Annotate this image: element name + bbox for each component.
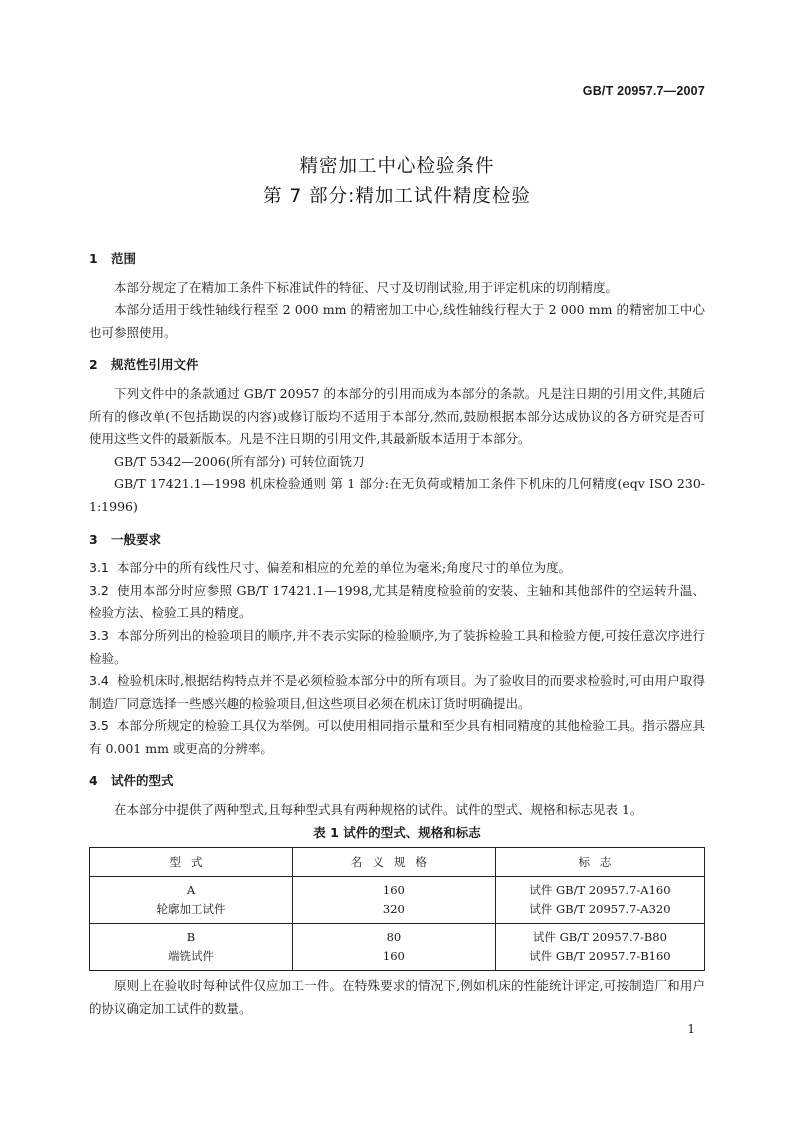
table-cell: 80 — [292, 924, 495, 948]
section-heading — [89, 354, 705, 377]
clause-text: 本部分中的所有线性尺寸、偏差和相应的允差的单位为毫米;角度尺寸的单位为度。 — [116, 560, 572, 576]
clause-3-3 — [89, 625, 705, 670]
section-title: 一般要求 — [111, 531, 162, 547]
table-caption: 表 1 试件的型式、规格和标志 — [313, 824, 481, 840]
table-cell: 试件 GB/T 20957.7-A160 — [495, 877, 704, 901]
table-header-row — [90, 848, 705, 877]
table-cell: 轮廓加工试件 — [90, 900, 293, 924]
column-header-type: 型式 — [90, 848, 293, 877]
section-specimen-types — [89, 770, 705, 1020]
section-number: 1 — [89, 251, 98, 266]
section-general-requirements — [89, 529, 705, 761]
clause-number: 3.4 — [89, 673, 109, 689]
clause-number: 3.3 — [89, 627, 109, 643]
clause-text: 本部分所规定的检验工具仅为举例。可以使用相同指示量和至少具有相同精度的其他检验工具。指示器应具有 0.001 mm 或更高的分辨率。 — [89, 718, 705, 756]
table-row — [90, 924, 705, 948]
table-cell: B — [90, 924, 293, 948]
section-normative-references — [89, 354, 705, 518]
document-subtitle: 第 7 部分:精加工试件精度检验 — [263, 186, 531, 207]
table-cell: 试件 GB/T 20957.7-B80 — [495, 924, 704, 948]
page-number: 1 — [687, 1022, 695, 1036]
paragraph: 本部分适用于线性轴线行程至 2 000 mm 的精密加工中心,线性轴线行程大于 2 000 mm 的精密加工中心也可参照使用。 — [89, 302, 705, 340]
clause-number: 3.1 — [89, 560, 109, 576]
clause-3-1 — [89, 557, 705, 580]
section-title: 范围 — [111, 251, 137, 266]
clause-text: 使用本部分时应参照 GB/T 17421.1—1998,尤其是精度检验前的安装、主轴和其他部件的空运转升温、检验方法、检验工具的精度。 — [89, 582, 705, 621]
table-cell: 端铣试件 — [90, 947, 293, 971]
section-number: 4 — [89, 773, 98, 789]
standard-code: GB/T 20957.7—2007 — [582, 84, 705, 98]
document-title: 精密加工中心检验条件 — [299, 156, 495, 177]
section-heading — [89, 770, 705, 793]
table-cell: 试件 GB/T 20957.7-B160 — [495, 947, 704, 971]
table-cell: A — [90, 877, 293, 901]
paragraph: 原则上在验收时每种试件仅应加工一件。在特殊要求的情况下,例如机床的性能统计评定,可按制造厂和用户的协议确定加工试件的数量。 — [89, 978, 705, 1016]
document-body — [89, 248, 705, 1030]
clause-number: 3.5 — [89, 718, 109, 734]
section-number: 3 — [89, 531, 98, 547]
clause-number: 3.2 — [89, 582, 109, 598]
column-header-mark: 标志 — [495, 848, 704, 877]
table-cell: 160 — [292, 877, 495, 901]
clause-3-4 — [89, 670, 705, 715]
paragraph: 下列文件中的条款通过 GB/T 20957 的本部分的引用而成为本部分的条款。凡是注日期的引用文件,其随后所有的修改单(不包括勘误的内容)或修订版均不适用于本部分,然而,鼓励根据本部分达成协议的各方研究是否可使用这些文件的最新版本。凡是不注日期的引用文件,其最新版本适用于本部分。 — [89, 385, 705, 447]
section-heading — [89, 529, 705, 552]
paragraph: 在本部分中提供了两种型式,且每种型式具有两种规格的试件。试件的型式、规格和标志见表 1。 — [114, 802, 643, 818]
table-row — [90, 900, 705, 924]
clause-text: 本部分所列出的检验项目的顺序,并不表示实际的检验顺序,为了装拆检验工具和检验方便,可按任意次序进行检验。 — [89, 627, 705, 666]
table-cell: 试件 GB/T 20957.7-A320 — [495, 900, 704, 924]
specimen-table — [89, 847, 705, 971]
section-scope — [89, 248, 705, 344]
reference-item: GB/T 5342—2006(所有部分) 可转位面铣刀 — [114, 453, 365, 469]
paragraph: 本部分规定了在精加工条件下标准试件的特征、尺寸及切削试验,用于评定机床的切削精度。 — [114, 279, 618, 295]
clause-3-5 — [89, 715, 705, 760]
table-row — [90, 947, 705, 971]
section-number: 2 — [89, 357, 98, 373]
table-cell: 320 — [292, 900, 495, 924]
reference-item: GB/T 17421.1—1998 机床检验通则 第 1 部分:在无负荷或精加工条件下机床的几何精度(eqv ISO 230-1:1996) — [89, 476, 705, 514]
table-row — [90, 877, 705, 901]
clause-3-2 — [89, 580, 705, 625]
section-title: 规范性引用文件 — [111, 357, 199, 373]
section-heading — [89, 248, 705, 271]
clause-text: 检验机床时,根据结构特点并不是必须检验本部分中的所有项目。为了验收目的而要求检验时,可由用户取得制造厂同意选择一些感兴趣的检验项目,但这些项目必须在机床订货时明确提出。 — [89, 673, 705, 711]
section-title: 试件的型式 — [111, 773, 174, 789]
table-cell: 160 — [292, 947, 495, 971]
column-header-size: 名义规格 — [292, 848, 495, 877]
